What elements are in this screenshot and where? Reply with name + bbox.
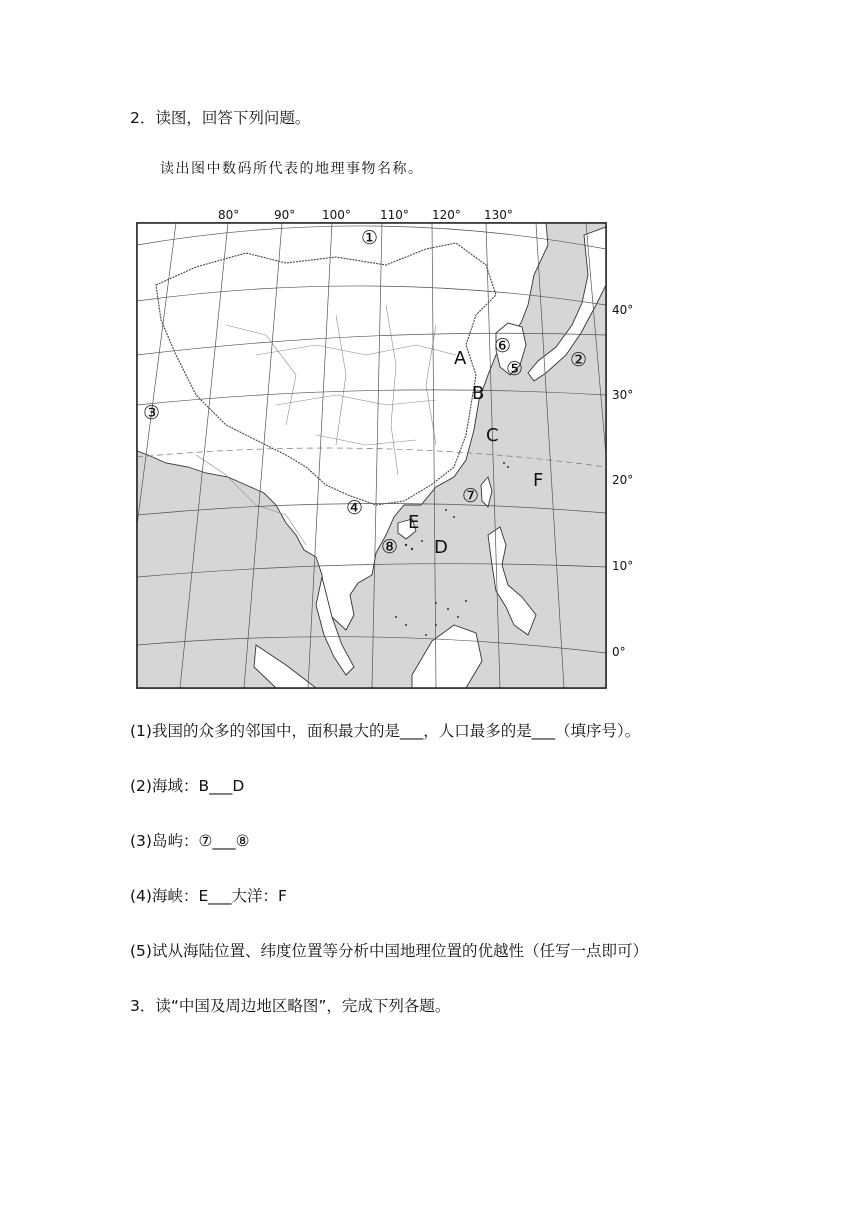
question-2-item-3: (3)岛屿：⑦___⑧: [130, 832, 250, 850]
map-marker-1: ①: [361, 227, 379, 249]
lon-label-90: 90°: [274, 208, 296, 222]
map-marker-8: ⑧: [381, 536, 399, 558]
lat-label-0: 0°: [612, 645, 626, 659]
lon-label-80: 80°: [218, 208, 240, 222]
lat-label-10: 10°: [612, 559, 634, 573]
map-marker-C: C: [486, 425, 499, 446]
question-2-item-4: (4)海峡：E___大洋：F: [130, 887, 287, 905]
question-2-heading: 2．读图，回答下列问题。: [130, 109, 311, 127]
lat-label-20: 20°: [612, 473, 634, 487]
question-2-instruction: 读出图中数码所代表的地理事物名称。: [160, 161, 424, 177]
map-marker-3: ③: [143, 402, 161, 424]
map-marker-5: ⑤: [506, 358, 524, 380]
map-marker-4: ④: [346, 497, 364, 519]
question-2-item-2: (2)海域：B___D: [130, 777, 245, 795]
question-2-item-5: (5)试从海陆位置、纬度位置等分析中国地理位置的优越性（任写一点即可）: [130, 942, 648, 960]
map-marker-D: D: [434, 537, 448, 558]
lon-label-100: 100°: [322, 208, 351, 222]
lat-label-30: 30°: [612, 388, 634, 402]
map-marker-A: A: [454, 348, 467, 369]
lat-label-40: 40°: [612, 303, 634, 317]
lon-label-110: 110°: [380, 208, 409, 222]
map-marker-B: B: [472, 383, 485, 404]
map-marker-E: E: [408, 512, 420, 533]
map-marker-7: ⑦: [462, 485, 480, 507]
map-marker-2: ②: [570, 349, 588, 371]
question-2-item-1: (1)我国的众多的邻国中，面积最大的是___，人口最多的是___（填序号）。: [130, 722, 641, 740]
map-marker-F: F: [533, 470, 544, 491]
map-marker-6: ⑥: [494, 335, 512, 357]
lon-label-130: 130°: [484, 208, 513, 222]
question-3-heading: 3．读“中国及周边地区略图”，完成下列各题。: [130, 997, 451, 1015]
china-map-figure: [136, 205, 634, 691]
lon-label-120: 120°: [432, 208, 461, 222]
